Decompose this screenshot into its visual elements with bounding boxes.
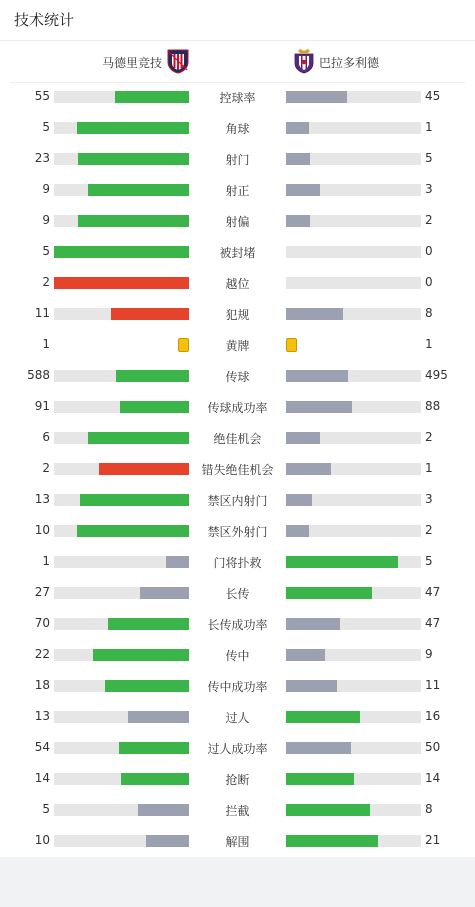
away-bar-track: [286, 804, 421, 816]
section-title: 技术统计: [0, 0, 475, 41]
stat-row: [0, 546, 475, 577]
stat-row: [0, 391, 475, 422]
home-value: 18: [34, 678, 50, 692]
stat-label: 射偏: [225, 215, 250, 229]
stat-label: 长传: [225, 587, 250, 601]
away-value: 8: [425, 802, 433, 816]
home-bar-fill: [120, 401, 189, 413]
away-bar-track: [286, 742, 421, 754]
away-bar-track: [286, 773, 421, 785]
away-value: 1: [425, 337, 433, 351]
home-bar-fill: [111, 308, 189, 320]
home-bar-track: [54, 804, 189, 816]
away-bar-track: [286, 246, 421, 258]
away-team-name: 巴拉多利德: [319, 56, 380, 70]
away-bar-fill: [286, 370, 348, 382]
away-value: 50: [425, 740, 441, 754]
home-bar-track: [54, 494, 189, 506]
stat-label: 越位: [225, 277, 250, 291]
away-bar-fill: [286, 742, 351, 754]
away-value: 11: [425, 678, 441, 692]
home-bar-track: [54, 122, 189, 134]
stat-row: [0, 701, 475, 732]
home-bar-fill: [140, 587, 189, 599]
home-value: 23: [34, 151, 50, 165]
away-bar-track: [286, 277, 421, 289]
stat-row: [0, 763, 475, 794]
home-value: 5: [42, 802, 50, 816]
stat-label: 禁区外射门: [207, 525, 268, 539]
home-value: 10: [34, 833, 50, 847]
stat-label: 绝佳机会: [213, 432, 262, 446]
away-bar-fill: [286, 804, 370, 816]
stat-label: 解围: [225, 835, 250, 849]
home-value: 54: [34, 740, 50, 754]
home-value: 11: [34, 306, 50, 320]
away-bar-track: [286, 432, 421, 444]
stat-label: 射门: [225, 153, 250, 167]
stat-label: 过人: [225, 711, 250, 725]
away-bar-fill: [286, 587, 372, 599]
stat-row: [0, 453, 475, 484]
away-bar-track: [286, 91, 421, 103]
stat-row: [0, 422, 475, 453]
away-bar-track: [286, 184, 421, 196]
home-value: 14: [34, 771, 50, 785]
stat-row: [0, 608, 475, 639]
home-value: 91: [34, 399, 50, 413]
stat-row: [0, 329, 475, 360]
away-value: 14: [425, 771, 441, 785]
away-bar-track: [286, 215, 421, 227]
stat-label: 传中成功率: [207, 680, 268, 694]
home-bar-track: [54, 525, 189, 537]
away-bar-track: [286, 711, 421, 723]
stat-row: [0, 174, 475, 205]
stat-row: [0, 236, 475, 267]
away-value: 47: [425, 585, 441, 599]
stat-label: 错失绝佳机会: [201, 463, 274, 477]
stat-label: 黄牌: [225, 339, 250, 353]
away-bar-track: [286, 587, 421, 599]
home-value: 13: [34, 709, 50, 723]
stat-row: [0, 732, 475, 763]
away-bar-track: [286, 556, 421, 568]
away-value: 2: [425, 430, 433, 444]
stat-row: [0, 515, 475, 546]
stat-label: 拦截: [225, 804, 250, 818]
home-value: 13: [34, 492, 50, 506]
home-bar-track: [54, 277, 189, 289]
home-bar-track: [54, 370, 189, 382]
away-bar-fill: [286, 680, 337, 692]
home-bar-track: [54, 587, 189, 599]
away-bar-track: [286, 401, 421, 413]
away-value: 3: [425, 182, 433, 196]
away-bar-fill: [286, 618, 340, 630]
home-bar-fill: [77, 122, 189, 134]
home-bar-fill: [146, 835, 189, 847]
stat-row: [0, 205, 475, 236]
away-value: 495: [425, 368, 448, 382]
stat-row: [0, 267, 475, 298]
home-bar-fill: [116, 370, 189, 382]
stat-label: 传球: [225, 370, 250, 384]
stat-label: 传中: [225, 649, 250, 663]
home-bar-fill: [78, 215, 189, 227]
away-bar-fill: [286, 308, 343, 320]
away-bar-fill: [286, 711, 360, 723]
home-bar-track: [54, 215, 189, 227]
home-bar-track: [54, 649, 189, 661]
home-bar-track: [54, 711, 189, 723]
home-bar-track: [54, 463, 189, 475]
home-value: 6: [42, 430, 50, 444]
away-bar-fill: [286, 432, 320, 444]
home-value: 9: [42, 213, 50, 227]
home-bar-fill: [119, 742, 189, 754]
stat-row: [0, 81, 475, 112]
home-bar-fill: [115, 91, 189, 103]
away-value: 88: [425, 399, 441, 413]
home-bar-fill: [54, 277, 189, 289]
away-value: 45: [425, 89, 441, 103]
home-bar-track: [54, 432, 189, 444]
home-bar-track: [54, 556, 189, 568]
away-bar-fill: [286, 494, 312, 506]
home-bar-fill: [166, 556, 189, 568]
away-bar-fill: [286, 122, 309, 134]
stat-label: 角球: [225, 122, 250, 136]
away-bar-fill: [286, 649, 325, 661]
home-bar-track: [54, 773, 189, 785]
teams-header: [10, 41, 465, 83]
away-value: 1: [425, 461, 433, 475]
home-value: 9: [42, 182, 50, 196]
home-team-name: 马德里竞技: [101, 56, 162, 70]
home-value: 27: [34, 585, 50, 599]
stat-row: [0, 577, 475, 608]
stat-row: [0, 143, 475, 174]
stat-label: 过人成功率: [207, 742, 268, 756]
away-bar-fill: [286, 525, 309, 537]
home-bar-fill: [121, 773, 189, 785]
home-bar-fill: [138, 804, 189, 816]
away-bar-fill: [286, 91, 347, 103]
away-value: 1: [425, 120, 433, 134]
stat-label: 控球率: [219, 91, 256, 105]
home-bar-fill: [80, 494, 189, 506]
home-value: 1: [42, 554, 50, 568]
away-bar-fill: [286, 463, 331, 475]
stat-row: [0, 670, 475, 701]
away-value: 2: [425, 523, 433, 537]
away-bar-track: [286, 122, 421, 134]
home-bar-fill: [54, 246, 189, 258]
home-bar-track: [54, 91, 189, 103]
home-value: 22: [34, 647, 50, 661]
away-value: 0: [425, 244, 433, 258]
stat-row: [0, 794, 475, 825]
home-value: 55: [34, 89, 50, 103]
stat-row: [0, 298, 475, 329]
stat-row: [0, 825, 475, 856]
away-value: 21: [425, 833, 441, 847]
stat-label: 禁区内射门: [207, 494, 268, 508]
home-bar-fill: [105, 680, 189, 692]
home-bar-track: [54, 835, 189, 847]
home-value: 5: [42, 120, 50, 134]
home-value: 5: [42, 244, 50, 258]
away-bar-fill: [286, 401, 352, 413]
home-bar-track: [54, 153, 189, 165]
away-bar-fill: [286, 153, 310, 165]
away-bar-fill: [286, 835, 378, 847]
stat-row: [0, 639, 475, 670]
home-value: 10: [34, 523, 50, 537]
away-bar-track: [286, 370, 421, 382]
away-bar-fill: [286, 184, 320, 196]
home-bar-fill: [88, 432, 189, 444]
away-value: 47: [425, 616, 441, 630]
away-bar-track: [286, 308, 421, 320]
home-bar-fill: [78, 153, 189, 165]
stat-label: 门将扑救: [213, 556, 262, 570]
home-bar-fill: [93, 649, 189, 661]
away-value: 16: [425, 709, 441, 723]
yellow-card-icon: [286, 338, 297, 352]
valladolid-crest-icon: [292, 48, 316, 74]
yellow-card-icon: [178, 338, 189, 352]
home-bar-track: [54, 184, 189, 196]
stat-label: 传球成功率: [207, 401, 268, 415]
away-bar-track: [286, 494, 421, 506]
away-value: 5: [425, 554, 433, 568]
home-bar-fill: [77, 525, 189, 537]
stats-list: [0, 81, 475, 856]
away-value: 2: [425, 213, 433, 227]
home-bar-fill: [88, 184, 189, 196]
away-bar-fill: [286, 773, 354, 785]
stat-label: 长传成功率: [207, 618, 268, 632]
away-value: 8: [425, 306, 433, 320]
away-bar-track: [286, 835, 421, 847]
home-value: 2: [42, 275, 50, 289]
stat-row: [0, 360, 475, 391]
away-bar-track: [286, 153, 421, 165]
home-bar-track: [54, 742, 189, 754]
away-value: 5: [425, 151, 433, 165]
stat-label: 抢断: [225, 773, 250, 787]
away-bar-fill: [286, 215, 310, 227]
stat-label: 射正: [225, 184, 250, 198]
atletico-crest-icon: [166, 48, 190, 74]
home-bar-fill: [108, 618, 189, 630]
away-bar-fill: [286, 556, 398, 568]
away-bar-track: [286, 649, 421, 661]
home-bar-track: [54, 246, 189, 258]
home-bar-fill: [99, 463, 189, 475]
home-bar-fill: [128, 711, 189, 723]
stat-row: [0, 484, 475, 515]
stat-label: 犯规: [225, 308, 250, 322]
home-value: 2: [42, 461, 50, 475]
home-bar-track: [54, 401, 189, 413]
home-value: 1: [42, 337, 50, 351]
stat-row: [0, 112, 475, 143]
away-bar-track: [286, 618, 421, 630]
away-value: 3: [425, 492, 433, 506]
away-bar-track: [286, 680, 421, 692]
home-value: 70: [34, 616, 50, 630]
away-value: 9: [425, 647, 433, 661]
stat-label: 被封堵: [219, 246, 256, 260]
away-bar-track: [286, 463, 421, 475]
home-bar-track: [54, 680, 189, 692]
home-bar-track: [54, 618, 189, 630]
away-bar-track: [286, 525, 421, 537]
home-value: 588: [27, 368, 50, 382]
away-bar-track: [286, 339, 421, 351]
home-bar-track: [54, 308, 189, 320]
home-bar-track: [54, 339, 189, 351]
away-value: 0: [425, 275, 433, 289]
